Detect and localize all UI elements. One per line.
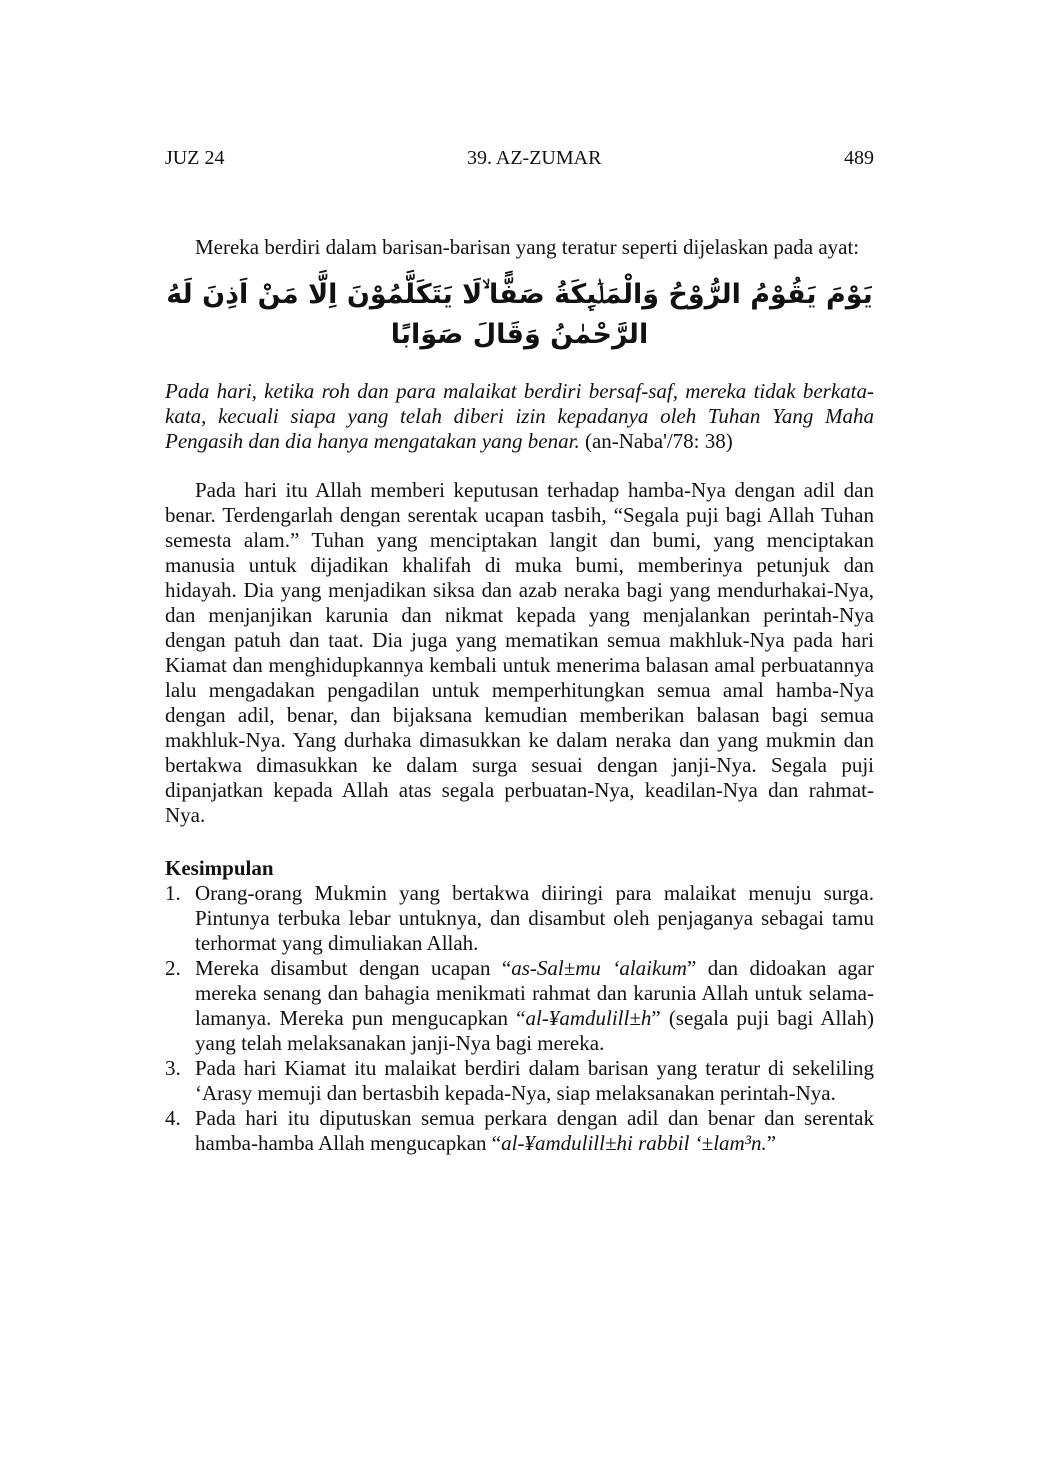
chapter-title: 39. AZ-ZUMAR — [467, 147, 602, 169]
item-text: ” dan didoakan agar mereka senang dan bahagia menikmati rahmat dan karunia Allah untuk selama-lamanya. Mereka pun mengucapkan “ — [195, 956, 874, 1030]
running-header — [165, 146, 874, 171]
juz-label: JUZ 24 — [165, 147, 225, 169]
item-text: Mereka disambut dengan ucapan “ — [195, 956, 512, 980]
list-item — [165, 1056, 874, 1106]
intro-paragraph: Mereka berdiri dalam barisan-barisan yang teratur seperti dijelaskan pada ayat: — [195, 235, 860, 259]
item-number: 3. — [165, 1056, 181, 1080]
conclusion-list — [165, 881, 874, 1156]
item-text: Orang-orang Mukmin yang bertakwa diiringi para malaikat menuju surga. Pintunya terbuka lebar untuknya, dan disambut oleh penjaganya sebagai tamu terhormat yang dimuliakan Allah. — [195, 881, 874, 955]
item-number: 1. — [165, 881, 181, 905]
translation-text: Pada hari, ketika roh dan para malaikat berdiri bersaf-saf, mereka tidak berkata-kata, kecuali siapa yang telah diberi izin kepadanya oleh Tuhan Yang Maha Pengasih dan dia hanya mengatakan yang benar. — [165, 379, 874, 453]
list-item — [165, 956, 874, 1056]
list-item — [165, 1106, 874, 1156]
arabic-verse: يَوْمَ يَقُوْمُ الرُّوْحُ وَالْمَلٰۤىِٕكَةُ صَفًّا ۙلَا يَتَكَلَّمُوْنَ اِلَّا مَنْ اَذِنَ لَهُ الرَّحْمٰنُ وَقَالَ صَوَابًا — [166, 279, 873, 350]
verse-reference: (an-Naba'/78: 38) — [579, 429, 733, 453]
item-text: ” — [766, 1131, 777, 1155]
item-text: ” (segala puji bagi Allah) yang telah melaksanakan janji-Nya bagi mereka. — [195, 1006, 874, 1055]
page-number: 489 — [844, 147, 874, 169]
list-item — [165, 881, 874, 956]
body-paragraph: Pada hari itu Allah memberi keputusan terhadap hamba-Nya dengan adil dan benar. Terdengarlah dengan serentak ucapan tasbih, “Segala puji bagi Allah Tuhan semesta alam.” Tuhan yang menciptakan langit dan bumi, yang menciptakan manusia untuk dijadikan khalifah di muka bumi, memberinya petunjuk dan hidayah. Dia yang menjadikan siksa dan azab neraka bagi yang mendurhakai-Nya, dan menjanjikan karunia dan nikmat kepada yang menjalankan perintah-Nya dengan patuh dan taat. Dia juga yang mematikan semua makhluk-Nya pada hari Kiamat dan menghidupkannya kembali untuk menerima balasan amal perbuatannya lalu mengadakan pengadilan untuk memperhitungkan semua amal hamba-Nya dengan adil, benar, dan bijaksana kemudian memberikan balasan bagi semua makhluk-Nya. Yang durhaka dimasukkan ke dalam neraka dan yang mukmin dan bertakwa dimasukkan ke dalam surga sesuai dengan janji-Nya. Segala puji dipanjatkan kepada Allah atas segala perbuatan-Nya, keadilan-Nya dan rahmat-Nya. — [165, 478, 874, 827]
item-number: 2. — [165, 956, 181, 980]
item-text: Pada hari itu diputuskan semua perkara dengan adil dan benar dan serentak hamba-hamba Allah mengucapkan “ — [195, 1106, 874, 1155]
item-italic: al-¥amdulill±h — [525, 1006, 652, 1030]
item-italic: as-Sal±mu ‘alaikum — [511, 956, 687, 980]
item-text: Pada hari Kiamat itu malaikat berdiri dalam barisan yang teratur di sekeliling ‘Arasy memuji dan bertasbih kepada-Nya, siap melaksanakan perintah-Nya. — [195, 1056, 874, 1105]
page-body — [165, 235, 874, 1156]
item-italic: al-¥amdulill±hi rabbil ‘±lam³n. — [501, 1131, 767, 1155]
section-heading: Kesimpulan — [165, 856, 274, 880]
verse-translation — [165, 379, 874, 454]
item-number: 4. — [165, 1106, 181, 1130]
